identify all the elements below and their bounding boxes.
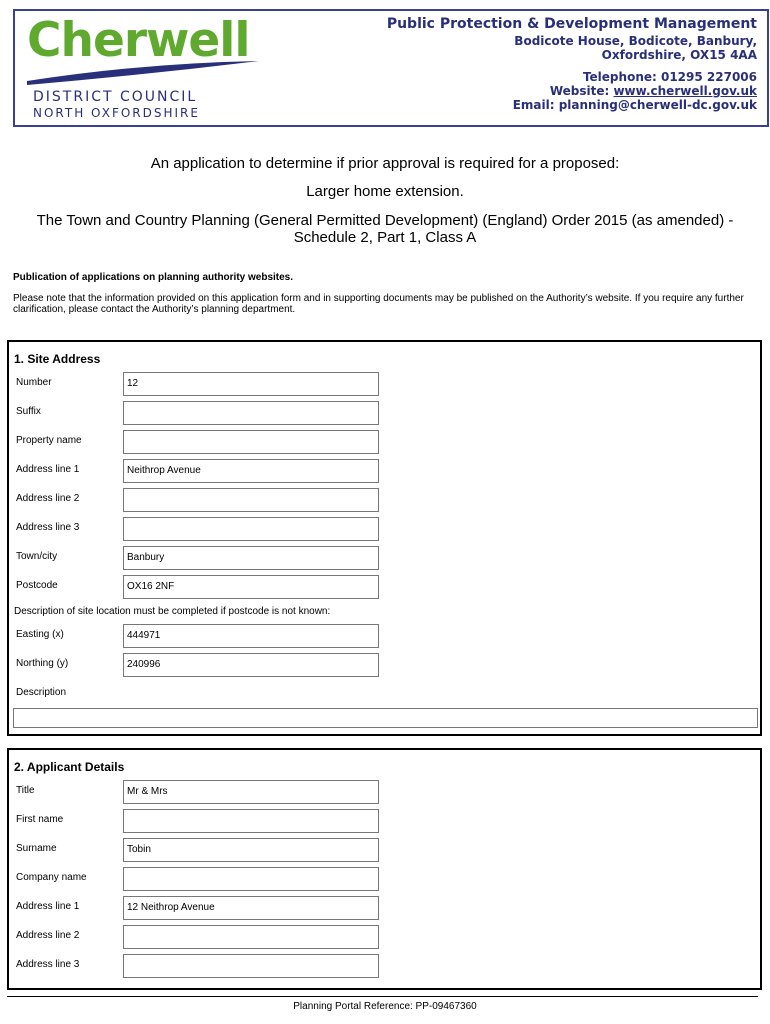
field-label: Property name	[16, 435, 82, 446]
field-row	[9, 896, 760, 920]
logo-district-council: DISTRICT COUNCIL	[33, 89, 198, 105]
section-title: 2. Applicant Details	[14, 760, 125, 774]
field-label: Address line 2	[16, 930, 80, 941]
field-label: Town/city	[16, 551, 58, 562]
northing-field[interactable]: 240996	[123, 653, 379, 677]
field-label: Suffix	[16, 406, 41, 417]
field-row	[9, 430, 760, 454]
field-row	[9, 809, 760, 833]
field-row	[9, 517, 760, 541]
property-name-field[interactable]	[123, 430, 379, 454]
field-label: Address line 3	[16, 522, 80, 533]
website-link[interactable]: www.cherwell.gov.uk	[613, 84, 757, 98]
applicant-address-line-2-field[interactable]	[123, 925, 379, 949]
title-line-2: Larger home extension.	[306, 183, 464, 200]
location-note: Description of site location must be completed if postcode is not known:	[14, 606, 331, 617]
field-row	[9, 653, 760, 677]
applicant-details-section	[7, 748, 762, 990]
field-row	[9, 546, 760, 570]
address-line-2: Oxfordshire, OX15 4AA	[601, 48, 757, 62]
applicant-address-line-1-field[interactable]: 12 Neithrop Avenue	[123, 896, 379, 920]
website-line	[387, 84, 757, 98]
field-row	[9, 372, 760, 396]
website-label: Website:	[549, 84, 614, 98]
footer-divider	[7, 996, 758, 997]
field-row	[9, 838, 760, 862]
number-field[interactable]: 12	[123, 372, 379, 396]
field-row	[9, 624, 760, 648]
field-label: First name	[16, 814, 64, 825]
company-name-field[interactable]	[123, 867, 379, 891]
section-title: 1. Site Address	[14, 352, 101, 366]
field-label: Northing (y)	[16, 658, 69, 669]
field-row	[9, 867, 760, 891]
suffix-field[interactable]	[123, 401, 379, 425]
field-row	[9, 401, 760, 425]
field-label: Title	[16, 785, 35, 796]
postcode-field[interactable]: OX16 2NF	[123, 575, 379, 599]
town-city-field[interactable]: Banbury	[123, 546, 379, 570]
description-field[interactable]	[13, 708, 758, 728]
logo-swoosh-icon	[23, 49, 263, 89]
address-line-3-field[interactable]	[123, 517, 379, 541]
planning-portal-reference: Planning Portal Reference: PP-09467360	[293, 1001, 477, 1012]
field-label: Address line 3	[16, 959, 80, 970]
field-row	[9, 925, 760, 949]
first-name-field[interactable]	[123, 809, 379, 833]
site-address-section	[7, 340, 762, 736]
easting-field[interactable]: 444971	[123, 624, 379, 648]
publication-text: Please note that the information provided on this application form and in supporting documents may be published on the Authority’s website. If you require any further clarification, please contact the Authority’s planning department.	[13, 293, 744, 315]
address-line-1-field[interactable]: Neithrop Avenue	[123, 459, 379, 483]
field-row	[9, 488, 760, 512]
address-line-1: Bodicote House, Bodicote, Banbury,	[514, 34, 757, 48]
field-label: Company name	[16, 872, 87, 883]
field-label: Address line 2	[16, 493, 80, 504]
field-row	[9, 575, 760, 599]
contact-block	[387, 14, 757, 112]
description-label: Description	[16, 687, 67, 698]
header-banner	[13, 9, 769, 127]
title-line-1: An application to determine if prior approval is required for a proposed:	[150, 155, 620, 172]
publication-heading: Publication of applications on planning authority websites.	[13, 272, 294, 283]
title-field[interactable]: Mr & Mrs	[123, 780, 379, 804]
field-row	[9, 459, 760, 483]
field-label: Address line 1	[16, 901, 80, 912]
applicant-address-line-3-field[interactable]	[123, 954, 379, 978]
logo-north-oxfordshire: NORTH OXFORDSHIRE	[33, 106, 200, 120]
field-label: Postcode	[16, 580, 58, 591]
address-line-2-field[interactable]	[123, 488, 379, 512]
title-line-3: The Town and Country Planning (General Permitted Development) (England) Order 2015 (as amended) - Schedule 2, Part 1, Class A	[36, 212, 734, 246]
department-name: Public Protection & Development Management	[386, 16, 757, 32]
telephone: Telephone: 01295 227006	[582, 70, 757, 84]
council-logo-wordmark: Cherwell	[27, 13, 250, 68]
field-row	[9, 780, 760, 804]
field-label: Easting (x)	[16, 629, 64, 640]
field-row	[9, 954, 760, 978]
field-label: Surname	[16, 843, 57, 854]
field-label: Address line 1	[16, 464, 80, 475]
email[interactable]: Email: planning@cherwell-dc.gov.uk	[512, 98, 757, 112]
field-label: Number	[16, 377, 52, 388]
surname-field[interactable]: Tobin	[123, 838, 379, 862]
